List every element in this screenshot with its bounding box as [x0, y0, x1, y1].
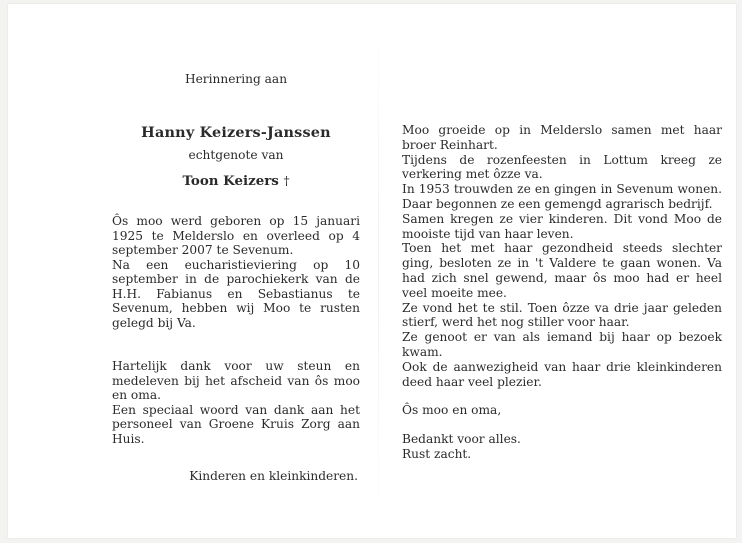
address-line: Ôs moo en oma, [402, 403, 502, 418]
cross-symbol: † [283, 173, 290, 188]
memorial-card [8, 4, 736, 538]
story-paragraph: Ze vond het te stil. Toen ôzze va drie jaar geleden stierf, werd het nog stiller voor haar. [402, 300, 722, 330]
closing-line: Bedankt voor alles. [402, 432, 521, 447]
story-paragraph: Ook de aanwezigheid van haar drie kleinkinderen deed haar veel plezier. [402, 359, 722, 389]
card-fold-line [378, 4, 379, 538]
story-paragraph: Tijdens de rozenfeesten in Lottum kreeg ze verkering met ôzze va. [402, 152, 722, 182]
relation-label: echtgenote van [188, 148, 284, 162]
remembrance-label: Herinnering aan [184, 72, 288, 86]
thanks-paragraph: Een speciaal woord van dank aan het personeel van Groene Kruis Zorg aan Huis. [112, 402, 360, 446]
closing-line: Rust zacht. [402, 446, 472, 461]
deceased-name: Hanny Keizers-Janssen [141, 123, 331, 141]
family-signoff: Kinderen en kleinkinderen. [189, 469, 358, 483]
spouse-line [112, 174, 360, 189]
bio-paragraph: Ôs moo werd geboren op 15 januari 1925 te Melderslo en overleed op 4 september 2007 te Sevenum. [112, 214, 360, 257]
biography-block [112, 214, 360, 330]
spouse-name: Toon Keizers [182, 172, 279, 189]
life-story [402, 123, 722, 389]
bio-paragraph: Na een eucharistieviering op 10 september in de parochiekerk van de H.H. Fabianus en Sebastianus te Sevenum, hebben wij Moo te rusten gelegd bij Va. [112, 257, 360, 330]
story-paragraph: Toen het met haar gezondheid steeds slechter ging, besloten ze in 't Valdere te gaan wonen. Va had zich snel gewend, maar ôs moo had er heel veel moeite mee. [402, 241, 722, 300]
left-panel [112, 72, 360, 484]
story-paragraph: In 1953 trouwden ze en gingen in Sevenum wonen. Daar begonnen ze een gemengd agrarisch bedrijf. [402, 182, 722, 211]
right-panel [402, 123, 722, 462]
story-paragraph: Samen kregen ze vier kinderen. Dit vond Moo de mooiste tijd van haar leven. [402, 211, 722, 241]
story-paragraph: Ze genoot er van als iemand bij haar op bezoek kwam. [402, 330, 722, 359]
thanks-block [112, 359, 360, 446]
story-paragraph: Moo groeide op in Melderslo samen met haar broer Reinhart. [402, 123, 722, 152]
thanks-paragraph: Hartelijk dank voor uw steun en medeleven bij het afscheid van ôs moo en oma. [112, 359, 360, 402]
